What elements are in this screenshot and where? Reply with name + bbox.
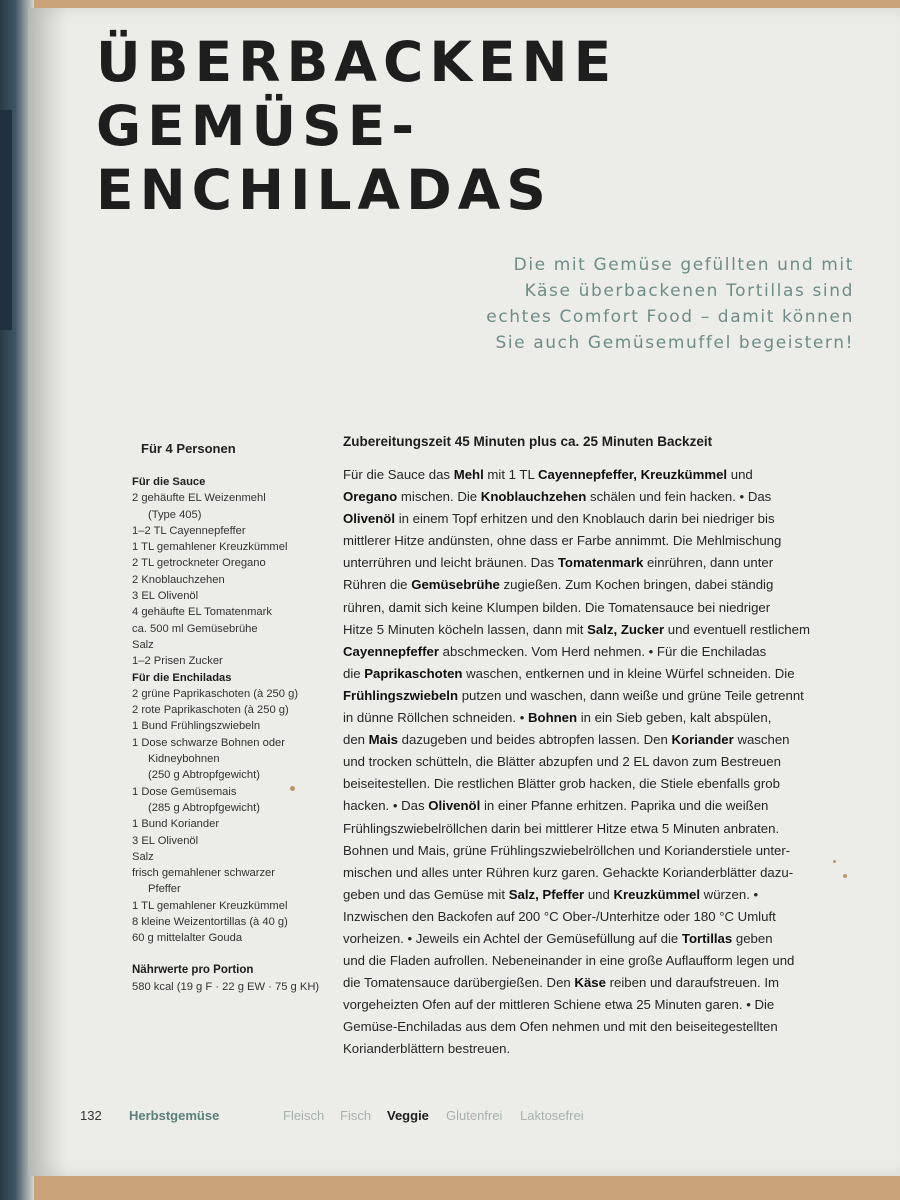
method-line	[343, 574, 835, 596]
ingredient-item: 3 EL Olivenöl	[132, 834, 199, 847]
method-text-run: reiben und daraufstreuen. Im	[605, 975, 779, 991]
method-text-run: waschen	[733, 732, 790, 748]
ingredient-item: Salz	[132, 850, 154, 863]
method-text-run: und	[727, 467, 753, 482]
method-line	[343, 663, 835, 685]
category-veggie: Veggie	[387, 1108, 429, 1123]
highlighted-ingredient: Paprikaschoten	[364, 665, 463, 681]
intro-line: Die mit Gemüse gefüllten und mit	[513, 255, 854, 275]
method-text-run: Inzwischen den Backofen auf 200 °C Ober-/Unterhitze oder 180 °C Umluft	[343, 908, 776, 924]
method-text-run: unterrühren und leicht bräunen. Das	[343, 555, 558, 571]
method-line	[343, 1038, 835, 1060]
intro-line: echtes Comfort Food – damit können	[486, 307, 854, 327]
method-text-run: würzen. •	[700, 886, 759, 902]
highlighted-ingredient: Käse	[574, 975, 606, 991]
category-laktosefrei: Laktosefrei	[520, 1108, 584, 1123]
method-text-run: zugießen. Zum Kochen bringen, dabei ständig	[499, 577, 774, 593]
method-text-run: Gemüse-Enchiladas aus dem Ofen nehmen und mit den beiseitegestellten	[343, 1019, 778, 1035]
method-text-run: vorheizen. • Jeweils ein Achtel der Gemüsefüllung auf die	[343, 930, 682, 946]
method-text-run: in einem Topf erhitzen und den Knoblauch darin bei niedriger bis	[395, 511, 775, 527]
method-text-run: mischen und alles unter Rühren kurz garen. Gehackte Korianderblätter dazu-	[343, 864, 794, 880]
method-line	[343, 552, 835, 574]
food-stain	[843, 874, 847, 878]
ingredient-item: 1 Dose Gemüsemais	[132, 785, 237, 798]
method-line	[343, 795, 835, 817]
ingredient-item: 2 rote Paprikaschoten (à 250 g)	[132, 704, 289, 717]
method-text-run: Hitze 5 Minuten köcheln lassen, dann mit	[343, 621, 588, 637]
ingredient-item: 1 Bund Frühlingszwiebeln	[132, 720, 261, 733]
highlighted-ingredient: Frühlingszwiebeln	[343, 687, 459, 703]
highlighted-ingredient: Tortillas	[681, 930, 733, 946]
cookbook-page	[28, 8, 900, 1176]
method-text-run: dazugeben und beides abtropfen lassen. Den	[398, 732, 672, 748]
highlighted-ingredient: Salz, Pfeffer	[508, 886, 585, 902]
highlighted-ingredient: Olivenöl	[428, 798, 481, 814]
method-line	[343, 950, 835, 972]
ingredient-item: 1 Dose schwarze Bohnen oder	[132, 736, 285, 749]
highlighted-ingredient: Knoblauchzehen	[480, 489, 587, 505]
method-text-run: rühren, damit sich keine Klumpen bilden. Die Tomatensauce bei niedriger	[343, 599, 771, 615]
highlighted-ingredient: Mais	[368, 732, 398, 748]
method-line	[343, 486, 835, 508]
method-text-run: geben und das Gemüse mit	[343, 886, 509, 902]
highlighted-ingredient: Oregano	[343, 489, 398, 505]
highlighted-ingredient: Mehl	[453, 467, 484, 482]
method-line	[343, 884, 835, 906]
ingredient-item: frisch gemahlener schwarzer	[132, 867, 276, 880]
method-text-run: und die Fladen aufrollen. Nebeneinander in eine große Auflaufform legen und	[343, 953, 795, 969]
food-stain	[833, 860, 836, 863]
category-glutenfrei: Glutenfrei	[446, 1108, 503, 1123]
ingredient-item: 3 EL Olivenöl	[132, 590, 199, 603]
food-stain	[290, 786, 295, 791]
method-line	[343, 773, 835, 795]
highlighted-ingredient: Salz, Zucker	[587, 621, 665, 637]
ingredient-item-continuation: (250 g Abtropfgewicht)	[148, 769, 260, 782]
ingredient-item: Salz	[132, 638, 154, 651]
method-text-run: beiseitestellen. Die restlichen Blätter grob hacken, die Stiele ebenfalls grob	[343, 776, 780, 792]
method-text-run: schälen und fein hacken. • Das	[586, 489, 772, 505]
ingredient-item: 2 grüne Paprikaschoten (à 250 g)	[132, 687, 299, 700]
category-fleisch: Fleisch	[283, 1108, 325, 1123]
ingredient-item-continuation: Kidneybohnen	[148, 753, 220, 766]
ingredient-item: 4 gehäufte EL Tomatenmark	[132, 606, 272, 619]
nutrition-value: 580 kcal (19 g F · 22 g EW · 75 g KH)	[132, 981, 320, 993]
highlighted-ingredient: Kreuzkümmel	[613, 886, 701, 902]
method-text-run: mittlerer Hitze andünsten, ohne dass er Farbe annimmt. Die Mehlmischung	[343, 533, 782, 549]
title-line-3: ENCHILADAS	[96, 158, 552, 222]
ingredient-section-heading: Für die Enchiladas	[132, 671, 232, 684]
method-text-run: Rühren die	[343, 577, 412, 593]
highlighted-ingredient: Koriander	[671, 732, 734, 748]
method-text-run: putzen und waschen, dann weiße und grüne Teile getrennt	[458, 687, 804, 703]
method-text-run: mit 1 TL	[483, 467, 538, 482]
method-line	[343, 508, 835, 530]
highlighted-ingredient: Bohnen	[527, 710, 578, 726]
method-text-run: Frühlingszwiebelröllchen darin bei mittlerer Hitze etwa 5 Minuten anbraten.	[343, 820, 780, 836]
page-footer	[28, 1108, 900, 1128]
title-line-2: GEMÜSE-	[96, 94, 421, 158]
ingredient-item-continuation: (285 g Abtropfgewicht)	[148, 801, 260, 814]
method-text-run: geben	[732, 930, 773, 946]
ingredient-item: 2 Knoblauchzehen	[132, 573, 225, 586]
highlighted-ingredient: Gemüsebrühe	[411, 577, 500, 593]
recipe-title	[96, 30, 617, 222]
ingredient-item: 8 kleine Weizentortillas (à 40 g)	[132, 916, 288, 929]
method-line	[343, 464, 835, 486]
highlighted-ingredient: Olivenöl	[343, 511, 396, 527]
intro-line: Käse überbackenen Tortillas sind	[524, 281, 854, 301]
highlighted-ingredient: Cayennepfeffer	[343, 643, 440, 659]
method-text-run: und trocken schütteln, die Blätter abzupfen und 2 EL davon zum Bestreuen	[343, 754, 781, 770]
method-line	[343, 906, 835, 928]
method-text-run: die Tomatensauce darübergießen. Den	[343, 975, 575, 991]
method-text-run: waschen, entkernen und in kleine Würfel schneiden. Die	[462, 665, 795, 681]
category-fisch: Fisch	[340, 1108, 372, 1123]
method-text-run: die	[343, 665, 365, 681]
ingredient-item: 1 Bund Koriander	[132, 818, 220, 831]
chapter-name: Herbstgemüse	[129, 1108, 220, 1123]
method-line	[343, 972, 835, 994]
method-text	[343, 464, 835, 1061]
method-text-run: Korianderblättern bestreuen.	[343, 1041, 511, 1057]
page-number: 132	[80, 1108, 102, 1123]
ingredient-section-heading: Für die Sauce	[132, 476, 206, 488]
ingredient-item-continuation: (Type 405)	[148, 508, 202, 521]
method-text-run: hacken. • Das	[343, 798, 429, 814]
method-line	[343, 818, 835, 840]
method-line	[343, 928, 835, 950]
recipe-intro	[486, 252, 854, 356]
method-line	[343, 751, 835, 773]
page-gutter-shadow	[28, 8, 68, 1176]
method-text-run: in dünne Röllchen schneiden. •	[343, 710, 528, 726]
method-line	[343, 862, 835, 884]
highlighted-ingredient: Tomatenmark	[557, 555, 644, 571]
ingredient-item: 60 g mittelalter Gouda	[132, 932, 243, 945]
method-text-run: in ein Sieb geben, kalt abspülen,	[577, 710, 772, 726]
method-text-run: mischen. Die	[397, 489, 481, 505]
method-line	[343, 619, 835, 641]
method-line	[343, 1016, 835, 1038]
method-text-run: abschmecken. Vom Herd nehmen. • Für die Enchiladas	[439, 643, 767, 659]
method-line	[343, 729, 835, 751]
method-line	[343, 707, 835, 729]
ingredient-item-continuation: Pfeffer	[148, 883, 181, 896]
ingredient-item: 2 gehäufte EL Weizenmehl	[132, 492, 266, 505]
nutrition-heading: Nährwerte pro Portion	[132, 964, 254, 976]
method-line	[343, 685, 835, 707]
method-text-run: Für die Sauce das	[343, 467, 454, 482]
ingredient-item: 1 TL gemahlener Kreuzkümmel	[132, 541, 288, 554]
method-text-run: vorgeheizten Ofen auf der mittleren Schiene etwa 25 Minuten garen. • Die	[343, 997, 775, 1013]
method-text-run: einrühren, dann unter	[643, 555, 774, 571]
highlighted-ingredient: Cayennepfeffer, Kreuzkümmel	[537, 467, 728, 482]
method-line	[343, 597, 835, 619]
method-text-run: den	[343, 732, 369, 748]
method-text-run: und	[584, 886, 614, 902]
ingredient-item: 2 TL getrockneter Oregano	[132, 557, 266, 570]
cover-edge	[0, 110, 12, 330]
method-text-run: in einer Pfanne erhitzen. Paprika und die weißen	[480, 798, 769, 814]
method-line	[343, 530, 835, 552]
ingredient-item: ca. 500 ml Gemüsebrühe	[132, 622, 258, 635]
method-line	[343, 641, 835, 663]
servings-label: Für 4 Personen	[141, 441, 236, 456]
intro-line: Sie auch Gemüsemuffel begeistern!	[495, 333, 854, 353]
method-line	[343, 994, 835, 1016]
method-text-run: Bohnen und Mais, grüne Frühlingszwiebelröllchen und Korianderstiele unter-	[343, 842, 791, 858]
prep-time: Zubereitungszeit 45 Minuten plus ca. 25 Minuten Backzeit	[343, 434, 713, 449]
ingredient-item: 1–2 Prisen Zucker	[132, 655, 223, 668]
title-line-1: ÜBERBACKENE	[96, 30, 618, 94]
ingredient-list	[132, 474, 337, 947]
ingredient-item: 1–2 TL Cayennepfeffer	[132, 524, 246, 537]
method-text-run: und eventuell restlichem	[664, 621, 810, 637]
ingredient-item: 1 TL gemahlener Kreuzkümmel	[132, 899, 288, 912]
method-line	[343, 840, 835, 862]
